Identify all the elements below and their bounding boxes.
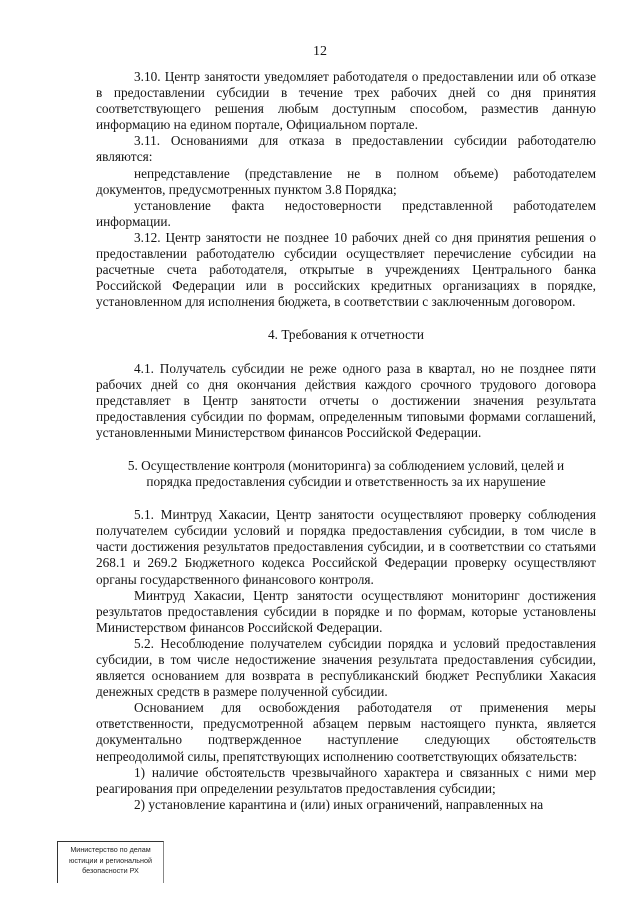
registration-stamp: [57, 841, 164, 883]
stamp-line: Министерство по делам: [70, 845, 151, 854]
section-5-heading: 5. Осуществление контроля (мониторинга) за соблюдением условий, целей и порядка предоставления субсидии и ответственность за их нарушение: [127, 457, 565, 490]
section-4-heading: 4. Требования к отчетности: [268, 327, 424, 343]
paragraph-exemption: Основанием для освобождения работодателя от применения меры ответственности, предусмотренной абзацем первым настоящего пункта, является документально подтвержденное наступление следующих обстоятельств непреодолимой силы, препятствующих исполнению соответствующих обязательств:: [96, 700, 596, 764]
stamp-line: юстиции и региональной: [69, 855, 152, 865]
paragraph-3-10: 3.10. Центр занятости уведомляет работодателя о предоставлении или об отказе в предоставлении субсидии в течение трех рабочих дней со дня принятия соответствующего решения любым доступным способом, разместив данную информацию на едином портале, Официальном портале.: [96, 69, 596, 133]
document-body: [96, 69, 596, 813]
paragraph-3-11: 3.11. Основаниями для отказа в предоставлении субсидии работодателю являются:: [96, 133, 596, 165]
paragraph-refusal-reason-1: непредставление (представление не в полном объеме) работодателем документов, предусмотренных пунктом 3.8 Порядка;: [96, 165, 596, 197]
paragraph-5-2: 5.2. Несоблюдение получателем субсидии порядка и условий предоставления субсидии, в том числе недостижение значения результата предоставления субсидии, является основанием для возврата в республиканский бюджет Республики Хакасия денежных средств в размере полученной субсидии.: [96, 635, 596, 700]
paragraph-5-1: 5.1. Минтруд Хакасии, Центр занятости осуществляют проверку соблюдения получателем субсидии условий и порядка предоставления субсидии, в том числе в части достижения результатов предоставления субсидии, и в соответствии со статьями 268.1 и 269.2 Бюджетного кодекса Российской Федерации проверку осуществляют органы государственного финансового контроля.: [96, 507, 596, 587]
paragraph-item-2: 2) установление карантина и (или) иных ограничений, направленных на: [134, 796, 544, 812]
paragraph-refusal-reason-2: установление факта недостоверности представленной работодателем информации.: [96, 197, 596, 229]
paragraph-item-1: 1) наличие обстоятельств чрезвычайного характера и связанных с ними мер реагирования при определении результатов предоставления субсидии;: [96, 764, 596, 796]
stamp-line: безопасности РХ: [82, 866, 139, 875]
paragraph-3-12: 3.12. Центр занятости не позднее 10 рабочих дней со дня принятия решения о предоставлении работодателю субсидии осуществляет перечисление субсидии на расчетные счета работодателя, открытые в учреждениях Центрального банка Российской Федерации или в российских кредитных организациях в порядке, установленном для исполнения бюджета, в соответствии с заключенным договором.: [96, 229, 596, 310]
paragraph-4-1: 4.1. Получатель субсидии не реже одного раза в квартал, но не позднее пяти рабочих дней со дня окончания действия каждого срочного трудового договора представляет в Центр занятости отчеты о достижении значения результата предоставления субсидии по формам, определенным типовыми формами соглашений, установленными Министерством финансов Российской Федерации.: [96, 360, 596, 440]
paragraph-monitoring: Минтруд Хакасии, Центр занятости осуществляют мониторинг достижения результатов предоставления субсидии в порядке и по формам, которые установлены Министерством финансов Российской Федерации.: [96, 587, 596, 635]
page-number: 12: [313, 44, 327, 59]
